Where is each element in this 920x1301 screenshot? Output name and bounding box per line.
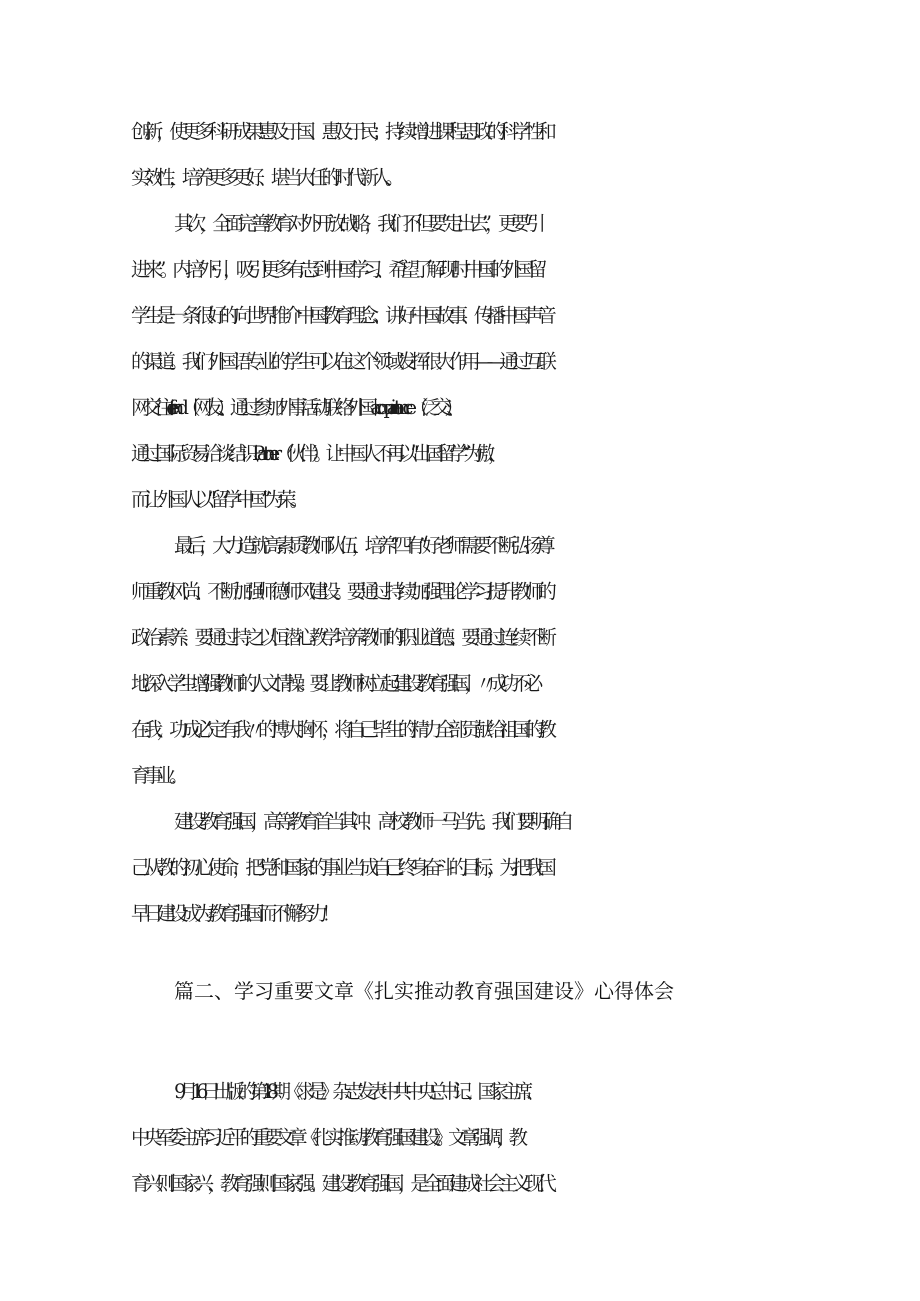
- text-line: 进来”。内培外引，吸引更多有志到中国学习、希望了解现时中国的外国留: [131, 258, 541, 281]
- text-line: 创新，使更多科研成果惠及于国、惠及于民；持续增进课程思政的科学性和: [131, 120, 551, 143]
- text-line: 育事业。: [131, 764, 182, 787]
- text-line: 政治素养、要通过持之以恒潜心教学培养教师的职业道德、要通过连续不断: [131, 626, 551, 649]
- section-heading: 篇二、学习重要文章《扎实推动教育强国建设》心得体会: [174, 979, 674, 1003]
- paragraph-first-line: 建设教育强国，高等教育首当其冲、高校教师一马当先。我们要明确自: [174, 810, 568, 833]
- text-line: 学生是一条很好的向世界推介中国教育理念、讲好中国故事、传播中国声音: [131, 304, 551, 327]
- paragraph-first-line: 最后，大力造就高素质教师队伍，培养“四有”好老师需要不断弘扬尊: [174, 534, 549, 557]
- paragraph-first-line: 9月16日出版的第18期《求是》杂志发表中共中央总书记、国家主席、: [174, 1080, 538, 1103]
- text-line: 网交往e-friend（网友）、通过参加外事活动联络外国acquaintance（泛交）、: [131, 396, 458, 419]
- text-line: 早日建设成为教育强国而不懈努力！: [131, 902, 335, 925]
- text-line: 己从教的初心使命，把党和国家的事业当成自己终身奋斗的目标，为把我国: [131, 856, 551, 879]
- text-line: 而让外国人以“留学中国”为荣。: [131, 488, 303, 511]
- text-line: 地深入学生增强教师的人文情操。要让教师树立起建设教育强国，〃成功不必: [131, 672, 536, 695]
- text-line: 中央军委主席习近平的重要文章《扎实推动教育强国建设》。文章强调，教: [131, 1126, 521, 1149]
- text-line: 在我，功成必定有我〃的博大胸怀，将自己毕生的精力全部贡献给祖国的教: [131, 718, 551, 741]
- text-line: 的渠道。我们外国语专业的学生可以在这个领域发挥很大作用——通过互联: [131, 350, 551, 373]
- paragraph-first-line: 其次，全面完善教育对外开放战略，我们不但要“走出去”，更要“引: [174, 212, 540, 235]
- text-line: 师重教风尚、不断加强师德师风建设。要通过持续加强理论学习提升教师的: [131, 580, 551, 603]
- text-line: 实效性，培养更多更好、堪当大任的时代新人。: [131, 166, 398, 189]
- text-line: 通过国际贸易洽谈结识Partner（伙伴）。让中国人不再以“出国留学”为傲，: [131, 442, 500, 465]
- text-line: 育兴则国家兴，教育强则国家强。建设教育强国，是全面建成社会主义现代: [131, 1172, 551, 1195]
